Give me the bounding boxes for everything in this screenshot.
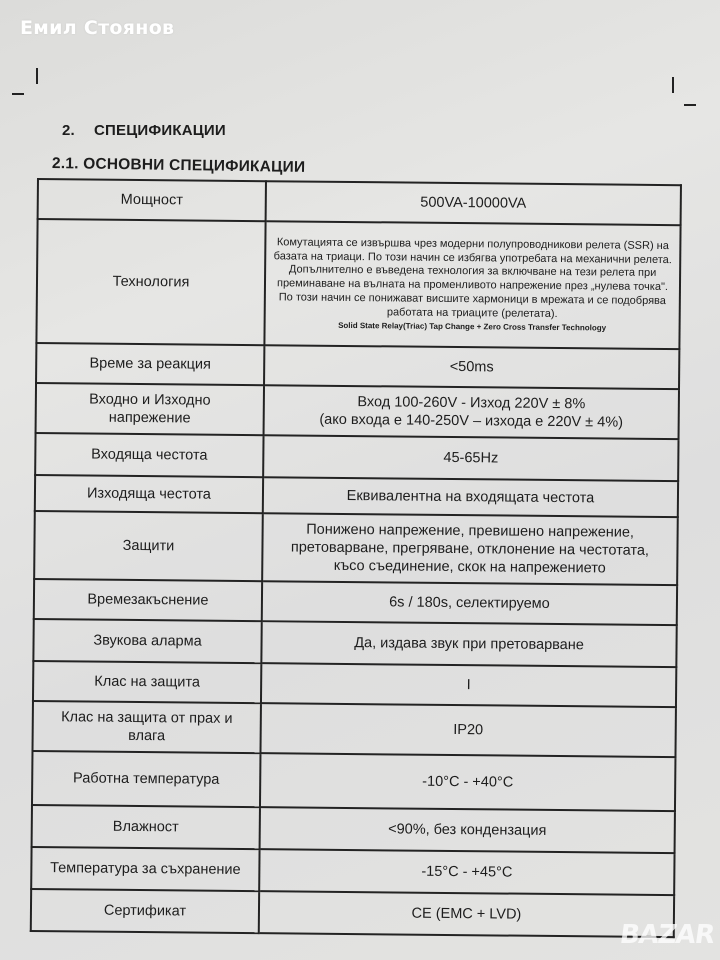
spec-value: I — [261, 663, 676, 707]
spec-value: 500VA-10000VA — [266, 181, 681, 225]
spec-key: Изходяща честота — [35, 475, 263, 513]
spec-value: -15°C - +45°C — [259, 849, 674, 895]
section-number: 2. — [62, 122, 75, 139]
table-row — [36, 383, 679, 439]
spec-key-line: напрежение — [108, 409, 191, 427]
crop-mark-right-horizontal — [684, 104, 696, 106]
spec-key: Работна температура — [32, 751, 261, 807]
spec-value-line: късо съединение, скок на напрежението — [333, 557, 606, 577]
crop-mark-left-horizontal — [12, 93, 24, 95]
table-row — [34, 579, 677, 625]
spec-value-line: претоварване, прегряване, отклонение на честотата, — [290, 539, 650, 559]
spec-key: Технология — [36, 219, 265, 345]
table-row — [33, 661, 676, 707]
spec-key — [36, 383, 264, 435]
spec-value: -10°C - +40°C — [260, 753, 675, 811]
table-row — [35, 475, 678, 517]
spec-value-paragraph: Допълнително е въведена технология за включване на тези релета при преминаване на вълната на променливото напрежение през „нулева точка". По този начин се понижават висшите хармоници в мрежата и се подобрява работата на триаците (релетата). — [276, 263, 669, 320]
spec-key: Времезакъснение — [34, 579, 262, 621]
spec-value — [262, 513, 678, 585]
spec-value: 45-65Hz — [263, 435, 678, 481]
spec-key: Температура за съхранение — [31, 847, 259, 891]
spec-key: Време за реакция — [36, 343, 264, 385]
spec-value — [264, 385, 679, 439]
spec-value — [264, 221, 680, 349]
spec-value: Да, издава звук при претоварване — [261, 621, 676, 667]
spec-value: Еквивалентна на входящата честота — [263, 477, 678, 517]
spec-value: <90%, без кондензация — [260, 807, 675, 853]
section-title: СПЕЦИФИКАЦИИ — [94, 122, 226, 139]
spec-key: Защити — [34, 511, 263, 581]
crop-mark-right-vertical — [672, 77, 674, 93]
spec-key: Звукова аларма — [33, 619, 261, 663]
table-row — [31, 889, 674, 937]
table-row — [31, 847, 674, 895]
table-row — [36, 219, 680, 349]
spec-value: 6s / 180s, селектируемо — [262, 581, 677, 625]
spec-value-line: Понижено напрежение, превишено напрежение, — [306, 521, 635, 541]
spec-value-line: (ако входа е 140-250V – изхода е 220V ± 4%) — [319, 411, 624, 431]
spec-key: Мощност — [38, 179, 266, 221]
subsection-heading: 2.1. ОСНОВНИ СПЕЦИФИКАЦИИ — [51, 155, 306, 176]
table-row — [38, 179, 681, 225]
spec-key-line: Клас на защита от прах и — [61, 709, 233, 727]
spec-value-line: Вход 100-260V - Изход 220V ± 8% — [357, 393, 586, 413]
table-row — [32, 701, 675, 757]
section-heading — [62, 122, 226, 139]
spec-value-paragraph: Комутацията се извършва чрез модерни полупроводникови релета (SSR) на базата на триаци. По този начин се избягва употребата на механични релета. — [273, 236, 672, 266]
crop-mark-left-vertical — [36, 68, 38, 84]
spec-key — [32, 701, 260, 753]
spec-key: Клас на защита — [33, 661, 261, 703]
table-row — [35, 433, 678, 481]
table-row — [32, 751, 675, 811]
table-row — [32, 805, 675, 853]
spec-key: Влажност — [32, 805, 260, 849]
spec-key-line: влага — [128, 727, 166, 745]
spec-value: <50ms — [264, 345, 679, 389]
table-row — [33, 619, 676, 667]
table-row — [36, 343, 679, 389]
spec-key-line: Входно и Изходно — [89, 391, 211, 409]
author-watermark: Емил Стоянов — [20, 17, 175, 39]
spec-value: CE (EMC + LVD) — [259, 891, 674, 937]
spec-value-note: Solid State Relay(Triac) Tap Change + Zero Cross Transfer Technology — [338, 321, 607, 333]
spec-key: Входяща честота — [35, 433, 263, 477]
site-watermark: BAZAR — [617, 920, 717, 950]
spec-value: IP20 — [260, 703, 675, 757]
table-row — [34, 511, 678, 585]
spec-key: Сертификат — [31, 889, 259, 933]
specifications-table — [30, 178, 682, 938]
